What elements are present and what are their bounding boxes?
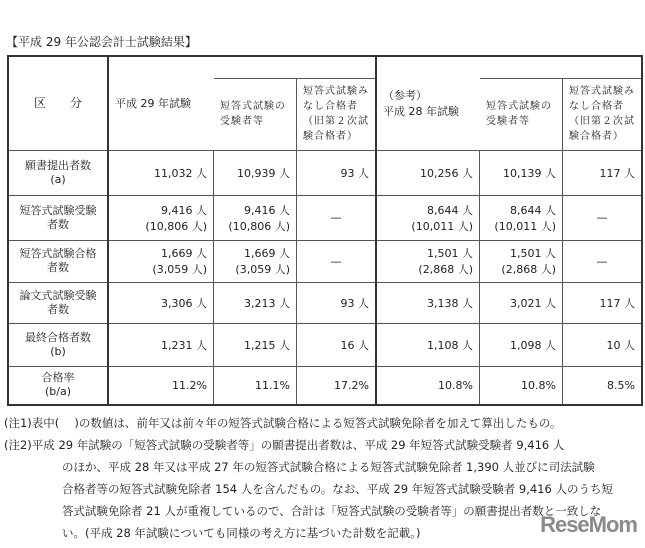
cell-text: 11.1% bbox=[255, 378, 290, 392]
row-label bbox=[8, 195, 108, 240]
header-h28 bbox=[376, 56, 480, 150]
cell-text: 10.8% bbox=[521, 378, 556, 392]
cell-text: (2,868 人) bbox=[418, 263, 473, 276]
cell-value bbox=[376, 282, 480, 323]
cell-value bbox=[108, 282, 214, 323]
header-deemed: 短答式試験みなし合格者（旧第２次試験合格者） bbox=[297, 78, 377, 150]
cell-value bbox=[297, 150, 377, 195]
header-h29: 平成 29 年試験 bbox=[108, 56, 214, 150]
cell-text: 117 人 bbox=[599, 296, 635, 310]
cell-text: (10,011 人) bbox=[411, 219, 473, 233]
header-h28-label: 平成 28 年試験 bbox=[383, 105, 459, 119]
cell-text: 1,231 人 bbox=[161, 338, 207, 352]
cell-value bbox=[563, 240, 643, 282]
cell-text: 合格率 bbox=[41, 371, 75, 385]
cell-text: 93 人 bbox=[340, 296, 369, 310]
header-ref: （参考） bbox=[383, 89, 427, 103]
cell-text: 9,416 人 bbox=[161, 203, 207, 217]
cell-text: (10,011 人) bbox=[494, 219, 556, 233]
cell-value bbox=[563, 323, 643, 366]
cell-value bbox=[108, 366, 214, 405]
cell-text: 短答式試験受験者数 bbox=[19, 203, 97, 231]
cell-value bbox=[563, 366, 643, 405]
cell-value bbox=[563, 282, 643, 323]
cell-text: 1,098 人 bbox=[510, 338, 556, 352]
cell-text: — bbox=[330, 211, 342, 224]
exam-results-table bbox=[7, 55, 643, 406]
row-label bbox=[8, 282, 108, 323]
row-label bbox=[8, 323, 108, 366]
cell-value bbox=[376, 366, 480, 405]
cell-text: 論文式試験受験者数 bbox=[19, 288, 97, 316]
header-category: 区 分 bbox=[8, 56, 108, 150]
cell-text: — bbox=[596, 211, 608, 224]
cell-value bbox=[563, 150, 643, 195]
cell-value bbox=[108, 323, 214, 366]
cell-value bbox=[563, 195, 643, 240]
cell-text: 10,939 人 bbox=[237, 166, 290, 180]
table-title: 【平成 29 年公認会計士試験結果】 bbox=[6, 35, 197, 49]
cell-text: 1,215 人 bbox=[244, 338, 290, 352]
cell-text: (b) bbox=[50, 344, 66, 358]
cell-text: — bbox=[596, 254, 608, 268]
cell-text: 10 人 bbox=[606, 338, 635, 352]
table-row bbox=[8, 195, 642, 240]
cell-text: 117 人 bbox=[599, 166, 635, 180]
note-2-cont: 答式試験免除者 21 人が重複しているので、合計は「短答式試験の受験者等」の願書提出者数と一致しな bbox=[62, 504, 602, 518]
cell-value bbox=[480, 150, 563, 195]
row-label bbox=[8, 366, 108, 405]
row-label bbox=[8, 240, 108, 282]
cell-text: 10,256 人 bbox=[420, 166, 473, 180]
table-row bbox=[8, 282, 642, 323]
cell-text: 8,644 人 bbox=[510, 203, 556, 217]
cell-value bbox=[480, 323, 563, 366]
cell-value bbox=[480, 366, 563, 405]
cell-value bbox=[376, 195, 480, 240]
cell-text: 93 人 bbox=[340, 166, 369, 180]
cell-text: 8.5% bbox=[607, 378, 635, 392]
cell-text: (2,868 人) bbox=[501, 263, 556, 276]
cell-value bbox=[108, 240, 214, 282]
note-2-cont: のほか、平成 28 年又は平成 27 年の短答式試験合格による短答式試験免除者 1,390 人並びに司法試験 bbox=[62, 460, 595, 474]
cell-value bbox=[108, 150, 214, 195]
cell-text: 3,213 人 bbox=[244, 296, 290, 310]
cell-text: 11.2% bbox=[172, 378, 207, 392]
note-2-cont: 合格者等の短答式試験免除者 154 人を含んだもの。なお、平成 29 年短答式試験受験者 9,416 人のうち短 bbox=[62, 482, 613, 496]
header-deemed-h28: 短答式試験みなし合格者（旧第２次試験合格者） bbox=[563, 78, 643, 150]
cell-text: (b/a) bbox=[44, 385, 71, 399]
cell-value bbox=[297, 195, 377, 240]
cell-text: 10.8% bbox=[438, 378, 473, 392]
cell-value bbox=[108, 195, 214, 240]
cell-value bbox=[214, 240, 297, 282]
cell-text: 9,416 人 bbox=[244, 203, 290, 217]
cell-value bbox=[297, 323, 377, 366]
table-row bbox=[8, 240, 642, 282]
cell-value bbox=[376, 150, 480, 195]
cell-text: (3,059 人) bbox=[235, 263, 290, 276]
note-2-cont: い。(平成 28 年試験についても同様の考え方に基づいた計数を記載。) bbox=[62, 526, 421, 540]
cell-value bbox=[297, 366, 377, 405]
cell-text: (3,059 人) bbox=[152, 263, 207, 276]
cell-text: — bbox=[330, 254, 342, 268]
cell-value bbox=[376, 323, 480, 366]
cell-text: 3,138 人 bbox=[427, 296, 473, 310]
cell-text: 3,306 人 bbox=[161, 296, 207, 310]
cell-text: 10,139 人 bbox=[503, 166, 556, 180]
cell-value bbox=[214, 195, 297, 240]
cell-value bbox=[297, 282, 377, 323]
cell-text: (10,806 人) bbox=[228, 219, 290, 233]
cell-value bbox=[214, 150, 297, 195]
cell-text: 16 人 bbox=[340, 338, 369, 352]
cell-text: 1,501 人 bbox=[427, 247, 473, 260]
cell-value bbox=[480, 282, 563, 323]
cell-text: 最終合格者数 bbox=[25, 330, 91, 344]
cell-text: 願書提出者数 bbox=[25, 158, 91, 172]
cell-text: (a) bbox=[50, 172, 66, 186]
cell-value bbox=[480, 195, 563, 240]
cell-text: (10,806 人) bbox=[145, 219, 207, 233]
cell-value bbox=[214, 366, 297, 405]
cell-value bbox=[376, 240, 480, 282]
cell-text: 短答式試験合格者数 bbox=[19, 247, 97, 274]
header-examinees: 短答式試験の受験者等 bbox=[214, 78, 297, 150]
table-row bbox=[8, 323, 642, 366]
row-label bbox=[8, 150, 108, 195]
cell-text: 1,108 人 bbox=[427, 338, 473, 352]
cell-text: 17.2% bbox=[334, 378, 369, 392]
cell-text: 8,644 人 bbox=[427, 203, 473, 217]
resemom-logo: ReseMom bbox=[540, 512, 637, 537]
note-1: (注1)表中( )の数値は、前年又は前々年の短答式試験合格による短答式試験免除者を加えて算出したもの。 bbox=[4, 416, 562, 430]
header-examinees-h28: 短答式試験の受験者等 bbox=[480, 78, 563, 150]
cell-text: 1,501 人 bbox=[510, 247, 556, 260]
note-2: (注2)平成 29 年試験の「短答式試験の受験者等」の願書提出者数は、平成 29 年短答式試験受験者 9,416 人 bbox=[4, 438, 565, 452]
cell-text: 3,021 人 bbox=[510, 296, 556, 310]
cell-text: 1,669 人 bbox=[244, 247, 290, 260]
cell-value bbox=[480, 240, 563, 282]
table-row bbox=[8, 366, 642, 405]
cell-text: 1,669 人 bbox=[161, 247, 207, 260]
table-row bbox=[8, 150, 642, 195]
cell-text: 11,032 人 bbox=[154, 166, 207, 180]
cell-value bbox=[214, 282, 297, 323]
cell-value bbox=[214, 323, 297, 366]
cell-value bbox=[297, 240, 377, 282]
